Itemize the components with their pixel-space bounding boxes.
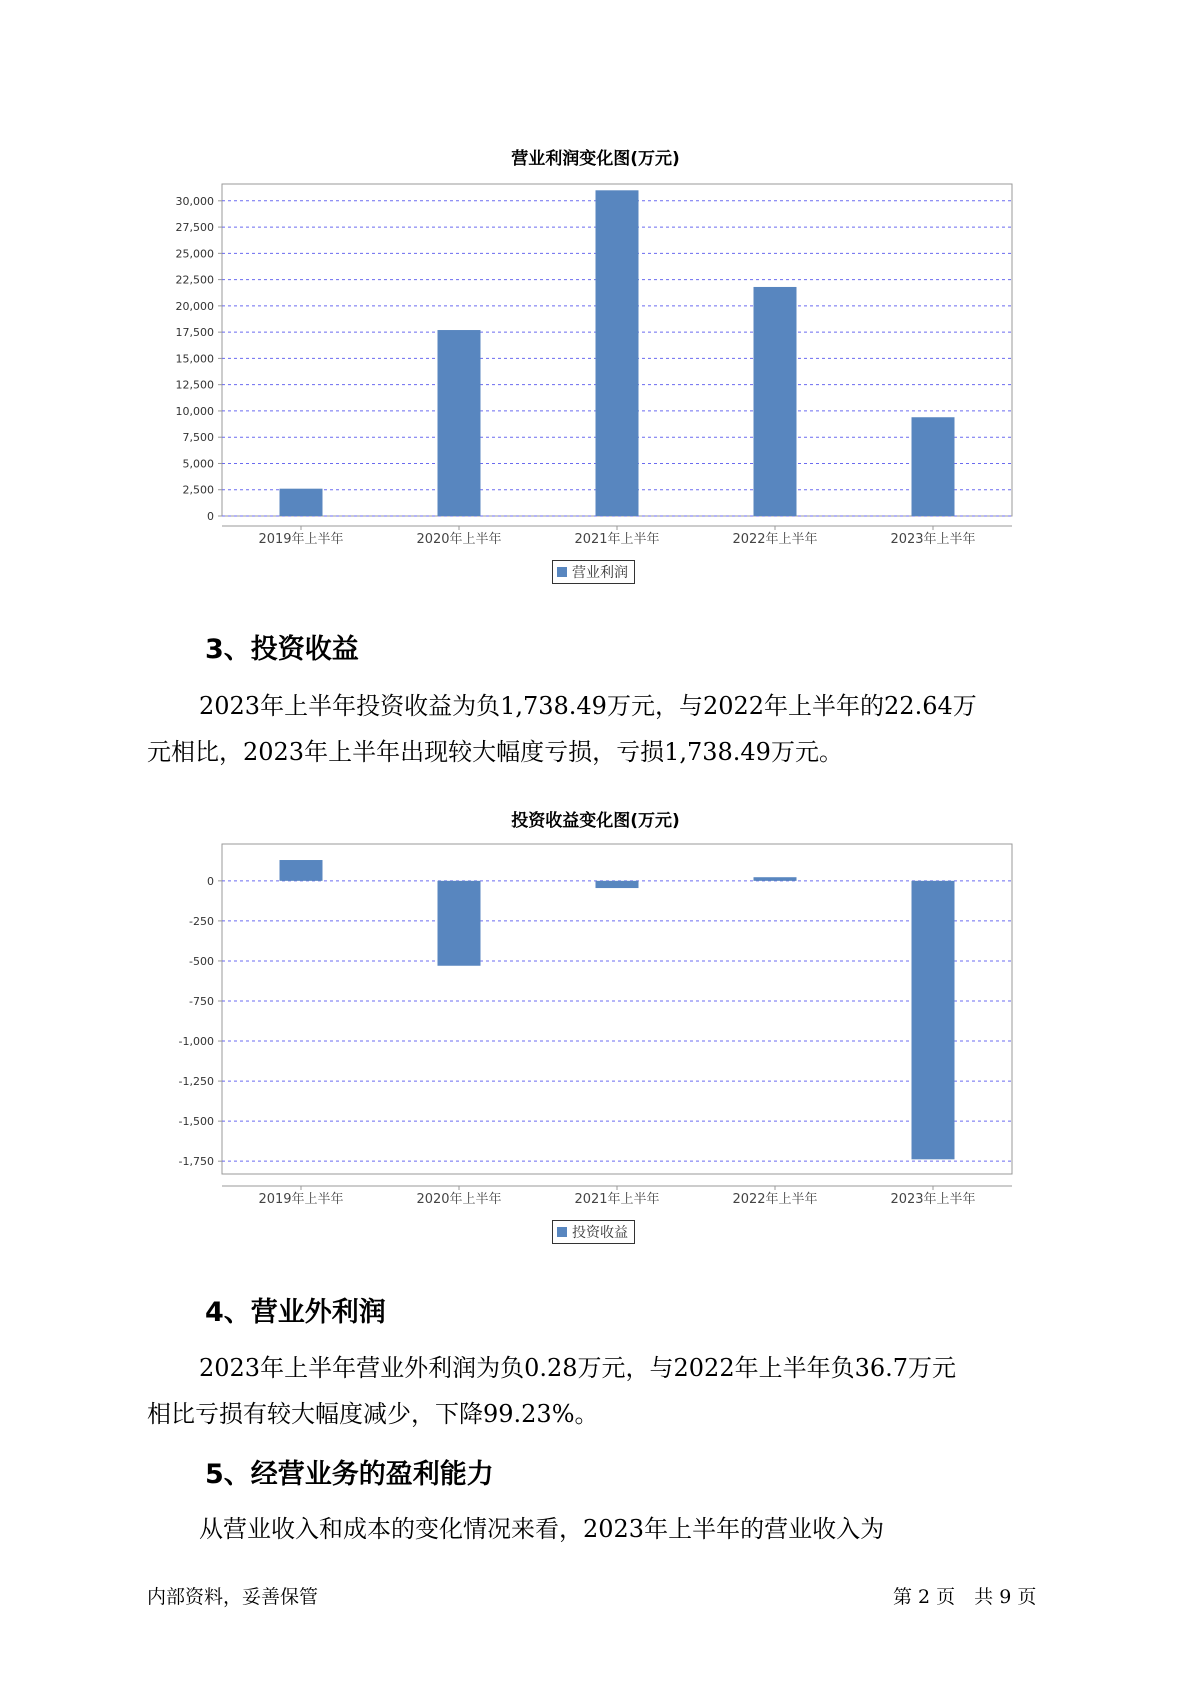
x-tick-label: 2021年上半年 xyxy=(574,532,660,547)
y-tick-label: 5,000 xyxy=(182,457,214,471)
y-tick-label: -1,000 xyxy=(178,1035,214,1049)
bar xyxy=(280,860,323,881)
y-tick-label: 2,500 xyxy=(182,483,214,497)
y-tick-label: 15,000 xyxy=(175,352,214,366)
y-tick-label: 0 xyxy=(207,510,214,523)
bar xyxy=(438,330,481,516)
y-tick-label: 20,000 xyxy=(175,299,214,313)
x-tick-label: 2021年上半年 xyxy=(574,1192,660,1207)
section-paragraph-non-operating-profit xyxy=(147,1345,1067,1437)
y-tick-label: -250 xyxy=(189,914,214,928)
section-heading-investment-income: 3、投资收益 xyxy=(205,634,359,665)
bar xyxy=(280,489,323,516)
bar xyxy=(596,881,639,888)
y-tick-label: -500 xyxy=(189,954,214,968)
paragraph-line: 相比亏损有较大幅度减少，下降99.23%。 xyxy=(147,1400,599,1428)
paragraph-line: 2023年上半年投资收益为负1,738.49万元，与2022年上半年的22.64万 xyxy=(199,692,977,720)
x-tick-label: 2019年上半年 xyxy=(258,532,344,547)
y-tick-label: 7,500 xyxy=(182,431,214,445)
x-tick-label: 2023年上半年 xyxy=(890,1192,976,1207)
x-tick-label: 2020年上半年 xyxy=(416,1192,502,1207)
investment-income-chart xyxy=(0,840,1191,1240)
operating-profit-legend xyxy=(552,560,635,584)
legend-label: 投资收益 xyxy=(572,1225,628,1241)
section-paragraph-business-profitability xyxy=(147,1506,1067,1552)
y-tick-label: -1,250 xyxy=(178,1075,214,1089)
section-heading-business-profitability: 5、经营业务的盈利能力 xyxy=(205,1459,494,1490)
y-tick-label: -1,750 xyxy=(178,1155,214,1169)
paragraph-line: 2023年上半年营业外利润为负0.28万元，与2022年上半年负36.7万元 xyxy=(199,1354,957,1382)
x-tick-label: 2022年上半年 xyxy=(732,1192,818,1207)
y-tick-label: 30,000 xyxy=(175,194,214,208)
legend-label: 营业利润 xyxy=(572,565,628,581)
paragraph-line: 元相比，2023年上半年出现较大幅度亏损，亏损1,738.49万元。 xyxy=(147,738,843,766)
x-tick-label: 2020年上半年 xyxy=(416,532,502,547)
plot-frame xyxy=(222,844,1012,1174)
bar xyxy=(596,190,639,516)
legend-swatch xyxy=(557,567,567,577)
x-tick-label: 2019年上半年 xyxy=(258,1192,344,1207)
y-tick-label: -1,500 xyxy=(178,1115,214,1129)
y-tick-label: 22,500 xyxy=(175,273,214,287)
legend-swatch xyxy=(557,1227,567,1237)
bar xyxy=(912,881,955,1159)
footer-left: 内部资料，妥善保管 xyxy=(147,1586,319,1608)
section-paragraph-investment-income xyxy=(147,683,1067,775)
bar xyxy=(912,417,955,516)
operating-profit-chart xyxy=(0,180,1191,580)
y-tick-label: -750 xyxy=(189,994,214,1008)
y-tick-label: 25,000 xyxy=(175,247,214,261)
footer-page-number: 第 2 页 共 9 页 xyxy=(893,1586,1037,1608)
paragraph-line: 从营业收入和成本的变化情况来看，2023年上半年的营业收入为 xyxy=(199,1515,885,1543)
y-tick-label: 10,000 xyxy=(175,404,214,418)
operating-profit-chart-title: 营业利润变化图(万元) xyxy=(511,149,680,169)
section-heading-non-operating-profit: 4、营业外利润 xyxy=(205,1297,386,1328)
y-tick-label: 17,500 xyxy=(175,326,214,340)
y-tick-label: 0 xyxy=(207,874,214,888)
x-tick-label: 2022年上半年 xyxy=(732,532,818,547)
investment-income-chart-title: 投资收益变化图(万元) xyxy=(511,811,680,831)
x-tick-label: 2023年上半年 xyxy=(890,532,976,547)
y-tick-label: 12,500 xyxy=(175,378,214,392)
investment-income-legend xyxy=(552,1220,635,1244)
y-tick-label: 27,500 xyxy=(175,221,214,235)
bar xyxy=(438,881,481,966)
bar xyxy=(754,877,797,881)
bar xyxy=(754,287,797,516)
